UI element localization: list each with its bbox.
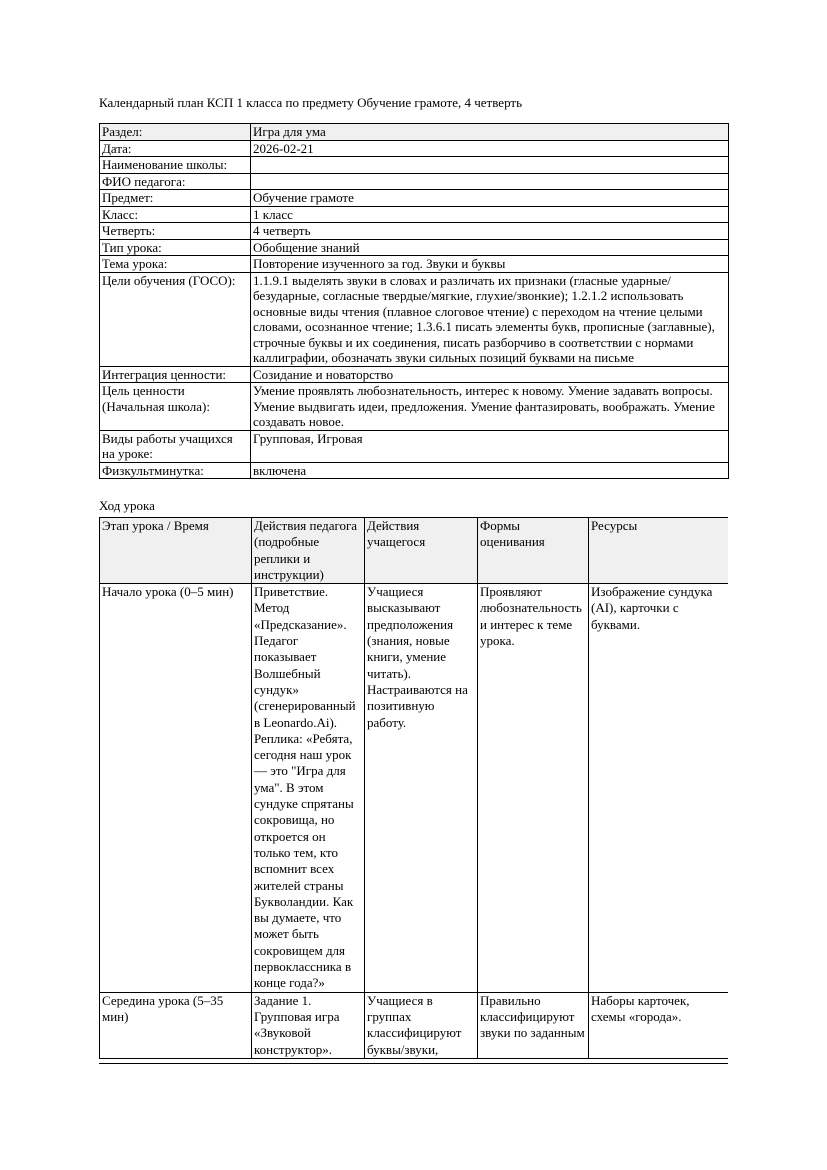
info-row <box>100 157 729 174</box>
info-label-cell: Физкультминутка: <box>100 462 251 479</box>
info-label-cell: Предмет: <box>100 190 251 207</box>
info-value-cell: 1.1.9.1 выделять звуки в словах и различать их признаки (гласные ударные/безударные, согласные твердые/мягкие, глухие/звонкие); 1.2.1.2 использовать основные виды чтения (плавное слоговое чтение) с переходом на чтение целыми словами, осознанное чтение; 1.3.6.1 писать элементы букв, прописные (заглавные), строчные буквы и их соединения, писать разборчиво в соответствии с нормами каллиграфии, обозначать звуки сильных позиций буквами на письме <box>251 272 729 366</box>
info-row <box>100 239 729 256</box>
lesson-header-cell-assessment: Формы оценивания <box>478 518 589 584</box>
info-row <box>100 190 729 207</box>
lesson-header-cell-resources: Ресурсы <box>589 518 729 584</box>
info-row <box>100 430 729 462</box>
info-row <box>100 223 729 240</box>
lesson-teacher-cell: Задание 1. Групповая игра «Звуковой конструктор». <box>252 992 365 1058</box>
lesson-stage-cell: Середина урока (5–35 мин) <box>100 992 252 1058</box>
lesson-row <box>100 584 729 992</box>
info-row <box>100 256 729 273</box>
lesson-header-row <box>100 518 729 584</box>
info-table <box>99 123 729 479</box>
info-label-cell: Дата: <box>100 140 251 157</box>
lesson-stage-cell: Начало урока (0–5 мин) <box>100 584 252 992</box>
info-value-cell: Обобщение знаний <box>251 239 729 256</box>
info-label-cell: Тип урока: <box>100 239 251 256</box>
info-value-cell: 2026-02-21 <box>251 140 729 157</box>
info-label-cell: Четверть: <box>100 223 251 240</box>
info-value-cell <box>251 157 729 174</box>
info-row <box>100 124 729 141</box>
info-row <box>100 462 729 479</box>
lesson-table-clip <box>99 517 728 1064</box>
lesson-teacher-cell: Приветствие. Метод «Предсказание». Педагог показывает Волшебный сундук» (сгенерированный в Leonardo.Ai). Реплика: «Ребята, сегодня наш урок — это "Игра для ума". В этом сундуке спрятаны сокровища, но откроется он только тем, кто вспомнит всех жителей страны Букволандии. Как вы думаете, что может быть сокровищем для первоклассника в конце года?» <box>252 584 365 992</box>
info-row <box>100 383 729 431</box>
info-label-cell: Наименование школы: <box>100 157 251 174</box>
info-value-cell: Обучение грамоте <box>251 190 729 207</box>
info-label-cell: Цели обучения (ГОСО): <box>100 272 251 366</box>
info-value-cell: Групповая, Игровая <box>251 430 729 462</box>
info-label-cell: Класс: <box>100 206 251 223</box>
lesson-resources-cell: Наборы карточек, схемы «города». <box>589 992 729 1058</box>
lesson-assessment-cell: Проявляют любознательность и интерес к теме урока. <box>478 584 589 992</box>
info-value-cell: включена <box>251 462 729 479</box>
lesson-student-cell: Учащиеся в группах классифицируют буквы/звуки, <box>365 992 478 1058</box>
lesson-assessment-cell: Правильно классифицируют звуки по заданным <box>478 992 589 1058</box>
info-label-cell: Тема урока: <box>100 256 251 273</box>
info-label-cell: ФИО педагога: <box>100 173 251 190</box>
info-value-cell <box>251 173 729 190</box>
info-value-cell: Умение проявлять любознательность, интерес к новому. Умение задавать вопросы. Умение выдвигать идеи, предложения. Умение фантазировать, воображать. Умение создавать новое. <box>251 383 729 431</box>
info-row <box>100 272 729 366</box>
info-value-cell: Созидание и новаторство <box>251 366 729 383</box>
lesson-table <box>99 517 728 1059</box>
info-row <box>100 140 729 157</box>
lesson-student-cell: Учащиеся высказывают предположения (знания, новые книги, умение читать). Настраиваются на позитивную работу. <box>365 584 478 992</box>
info-value-cell: 4 четверть <box>251 223 729 240</box>
section-heading: Ход урока <box>99 498 155 513</box>
lesson-resources-cell: Изображение сундука (AI), карточки с буквами. <box>589 584 729 992</box>
lesson-header-cell-teacher: Действия педагога (подробные реплики и инструкции) <box>252 518 365 584</box>
info-row <box>100 173 729 190</box>
info-value-cell: 1 класс <box>251 206 729 223</box>
lesson-row <box>100 992 729 1058</box>
info-row <box>100 206 729 223</box>
info-label-cell: Интеграция ценности: <box>100 366 251 383</box>
page-title: Календарный план КСП 1 класса по предмету Обучение грамоте, 4 четверть <box>99 95 523 110</box>
info-value-cell: Повторение изученного за год. Звуки и буквы <box>251 256 729 273</box>
info-value-cell: Игра для ума <box>251 124 729 141</box>
lesson-header-cell-stage: Этап урока / Время <box>100 518 252 584</box>
info-label-cell: Цель ценности (Начальная школа): <box>100 383 251 431</box>
info-label-cell: Виды работы учащихся на уроке: <box>100 430 251 462</box>
lesson-header-cell-student: Действия учащегося <box>365 518 478 584</box>
info-row <box>100 366 729 383</box>
info-label-cell: Раздел: <box>100 124 251 141</box>
